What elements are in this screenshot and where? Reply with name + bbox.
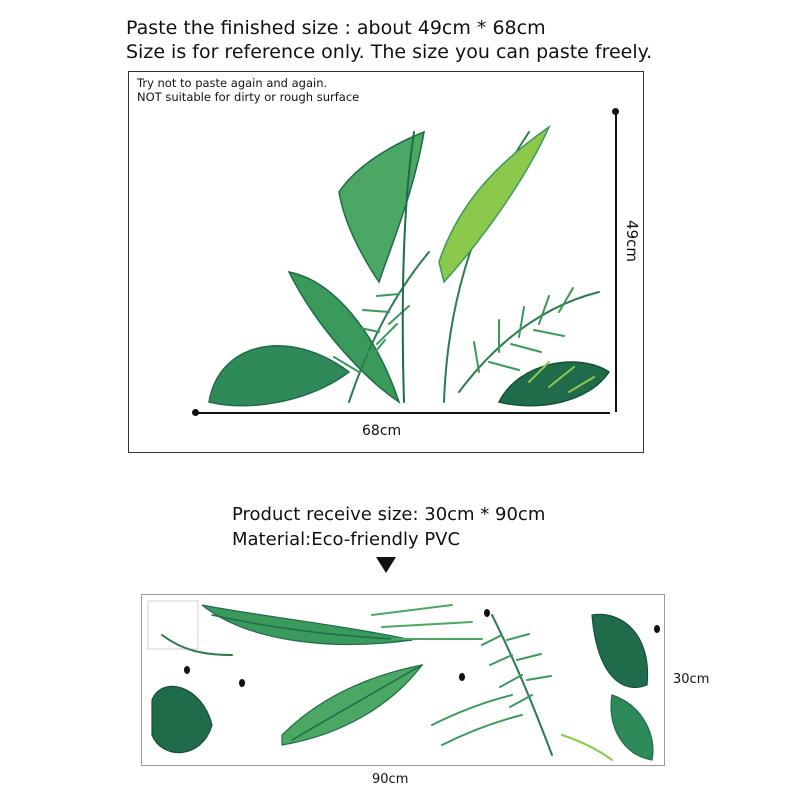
sticker-sheet-leaves	[142, 595, 664, 765]
product-size: Product receive size: 30cm * 90cm	[232, 504, 546, 525]
width-dimension-line	[195, 412, 610, 414]
preview-height-label: 49cm	[622, 220, 641, 262]
sheet-width-label: 90cm	[372, 772, 409, 787]
material: Material:Eco-friendly PVC	[232, 529, 461, 550]
paste-tip: Try not to paste again and again.	[137, 76, 328, 90]
down-arrow-icon	[376, 557, 396, 573]
preview-frame	[128, 71, 644, 453]
size-headline: Paste the finished size : about 49cm * 68cm	[126, 17, 546, 39]
sheet-height-label: 30cm	[673, 672, 710, 687]
width-dimension-dot-left	[192, 409, 199, 416]
size-reference-note: Size is for reference only. The size you can paste freely.	[126, 41, 653, 63]
tropical-leaves-illustration	[199, 112, 619, 412]
surface-warning: NOT suitable for dirty or rough surface	[137, 90, 360, 104]
height-dimension-dot-top	[612, 108, 619, 115]
sticker-sheet	[141, 594, 665, 766]
height-dimension-line	[615, 112, 617, 412]
preview-width-label: 68cm	[362, 423, 402, 439]
